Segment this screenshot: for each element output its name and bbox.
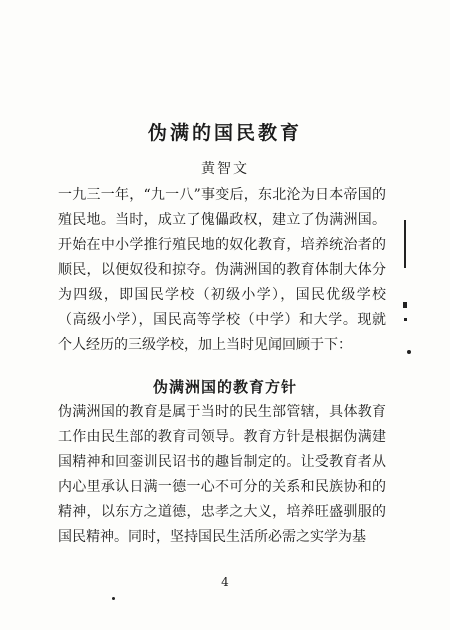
page-number: 4 xyxy=(221,575,229,589)
section-heading: 伪满洲国的教育方针 xyxy=(152,378,297,396)
intro-paragraph: 一九三一年，“九一八”事变后，东北沦为日本帝国的殖民地。当时，成立了傀儡政权，建立了伪满洲国。开始在中小学推行殖民地的奴化教育，培养统治者的顺民，以便奴役和掠夺。伪满洲国的教育体制大体分为四级，即国民学校（初级小学），国民优级学校（高级小学），国民高等学校（中学）和大学。现就个人经历的三级学校，加上当时见闻回顾于下： xyxy=(58,187,386,353)
scan-mark-dot xyxy=(404,318,407,321)
scan-mark-line xyxy=(404,220,406,268)
scan-mark-dot xyxy=(407,350,411,354)
section-paragraph: 伪满洲国的教育是属于当时的民生部管辖，具体教育工作由民生部的教育司领导。教育方针是根据伪满建国精神和回銮训民诏书的趣旨制定的。让受教育者从内心里承认日满一德一心不可分的关系和民族协和的精神，以东方之道德，忠孝之大义，培养旺盛驯服的国民精神。同时，坚持国民生活所必需之实学为基 xyxy=(58,404,386,545)
article-title: 伪满的国民教育 xyxy=(147,122,302,144)
scan-mark-dot xyxy=(403,302,407,308)
scan-mark-dot xyxy=(112,597,115,600)
author-name: 黄智文 xyxy=(201,161,249,177)
